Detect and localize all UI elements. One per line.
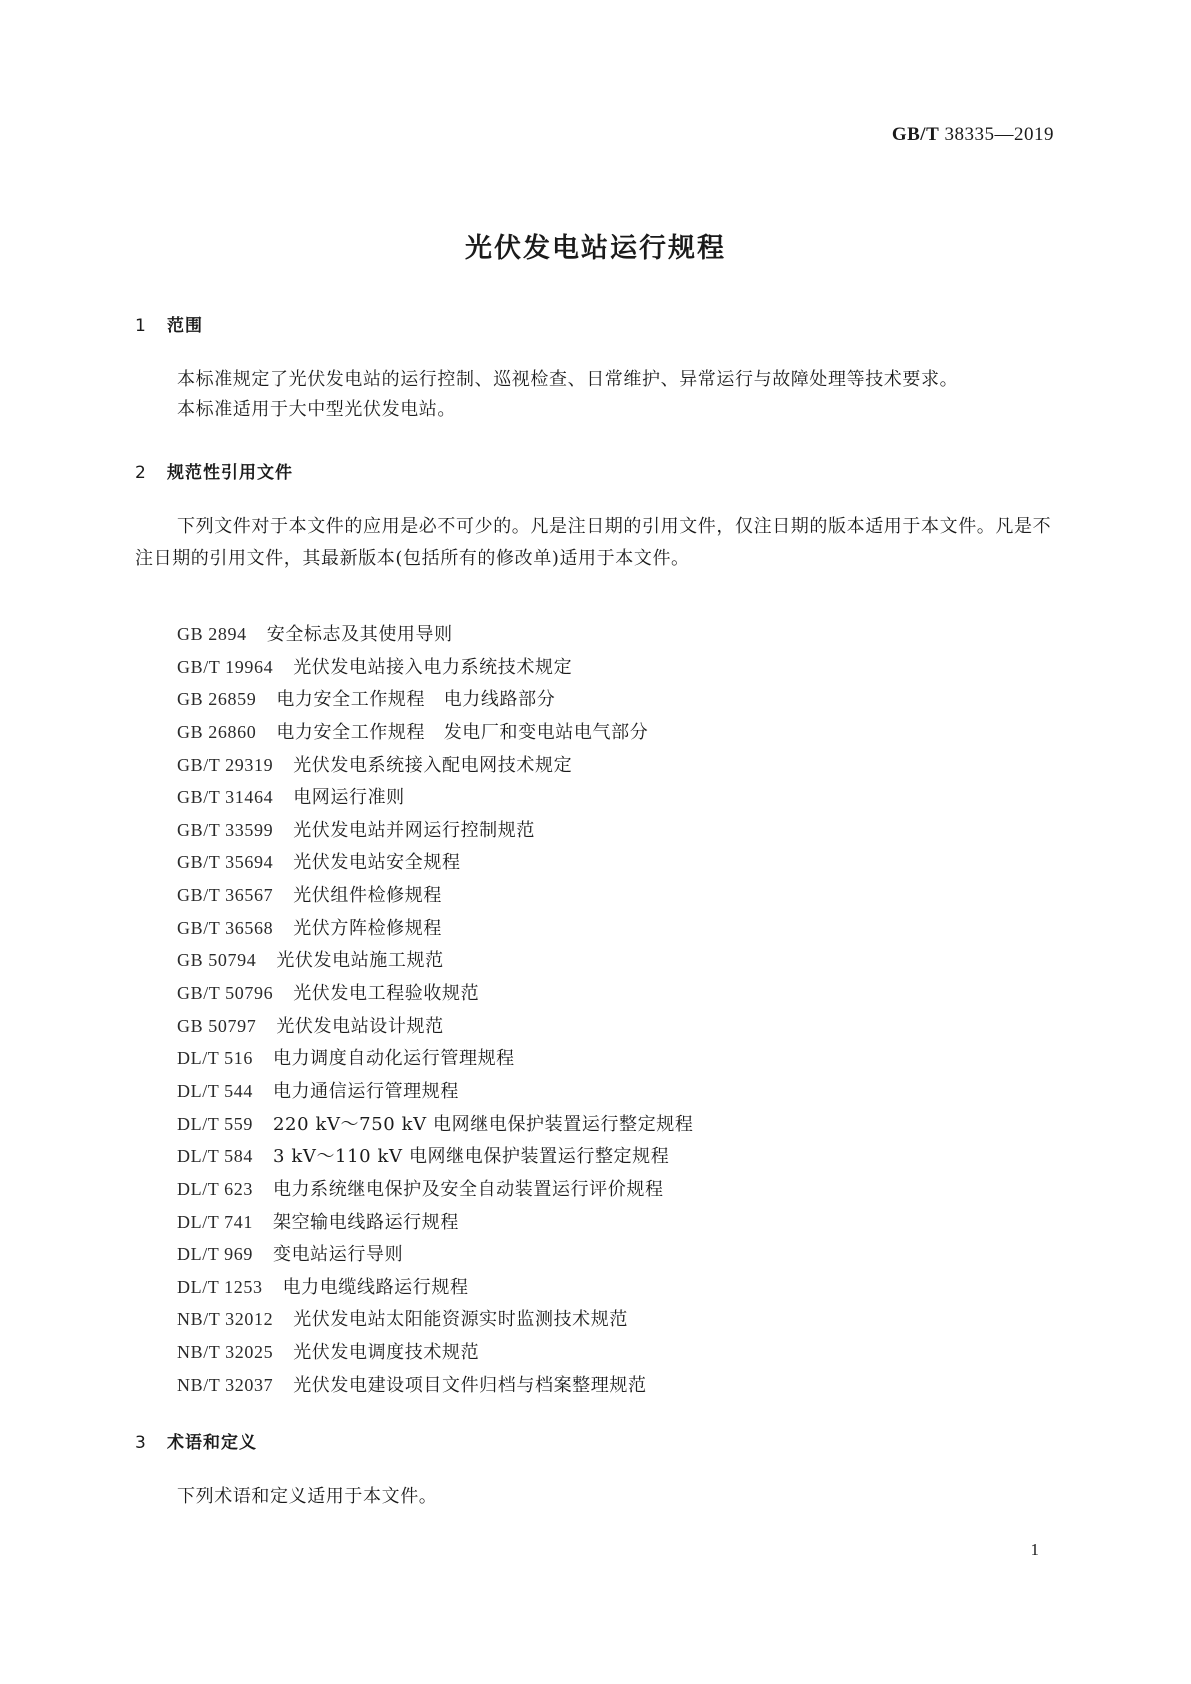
reference-item [177, 1010, 693, 1043]
reference-title: 光伏发电站施工规范 [276, 950, 444, 972]
reference-code: DL/T 544 [177, 1080, 253, 1101]
reference-item [177, 879, 693, 912]
section-1-heading [135, 311, 203, 336]
reference-title: 光伏发电站太阳能资源实时监测技术规范 [293, 1309, 628, 1331]
reference-title: 电力通信运行管理规程 [272, 1080, 459, 1102]
reference-title: 电力安全工作规程 电力线路部分 [276, 689, 556, 711]
reference-item [177, 618, 693, 651]
reference-item [177, 1140, 693, 1173]
section-2-heading [135, 458, 293, 483]
reference-code: GB/T 35694 [177, 852, 274, 873]
reference-item [177, 716, 693, 749]
reference-code: GB/T 29319 [177, 754, 274, 775]
normative-references-list [177, 618, 693, 1401]
reference-item [177, 1173, 693, 1206]
reference-code: GB 50797 [177, 1015, 257, 1036]
reference-code: DL/T 559 [177, 1113, 253, 1134]
reference-title: 220 kV～750 kV 电网继电保护装置运行整定规程 [272, 1113, 694, 1135]
reference-item [177, 1075, 693, 1108]
reference-item [177, 1336, 693, 1369]
section-title: 术语和定义 [167, 1433, 257, 1453]
section-3-heading [135, 1428, 257, 1453]
reference-code: GB/T 50796 [177, 983, 274, 1004]
reference-code: GB 26860 [177, 721, 257, 742]
reference-title: 3 kV～110 kV 电网继电保护装置运行整定规程 [272, 1146, 670, 1168]
reference-item [177, 781, 693, 814]
reference-code: DL/T 516 [177, 1048, 253, 1069]
reference-code: GB/T 19964 [177, 656, 274, 677]
reference-title: 电力调度自动化运行管理规程 [272, 1048, 515, 1070]
standard-code [892, 124, 1054, 146]
reference-title: 光伏方阵检修规程 [293, 917, 442, 939]
reference-item [177, 1303, 693, 1336]
reference-title: 光伏发电调度技术规范 [293, 1342, 480, 1364]
reference-title: 光伏发电站设计规范 [276, 1015, 444, 1037]
reference-item [177, 846, 693, 879]
reference-item [177, 912, 693, 945]
page-number: 1 [1030, 1540, 1039, 1559]
section-title: 规范性引用文件 [167, 463, 293, 483]
reference-code: DL/T 741 [177, 1211, 253, 1232]
reference-item [177, 814, 693, 847]
reference-item [177, 749, 693, 782]
reference-code: DL/T 623 [177, 1178, 253, 1199]
section-2-intro [135, 511, 1059, 575]
section-3-paragraph-1 [135, 1481, 1059, 1513]
reference-title: 光伏发电站接入电力系统技术规定 [293, 656, 573, 678]
reference-item [177, 944, 693, 977]
reference-title: 光伏发电工程验收规范 [293, 983, 480, 1005]
paragraph-text: 下列术语和定义适用于本文件。 [177, 1486, 438, 1507]
reference-title: 电力安全工作规程 发电厂和变电站电气部分 [276, 721, 649, 743]
section-number: 3 [135, 1433, 147, 1453]
section-number: 2 [135, 463, 147, 483]
reference-code: GB/T 36568 [177, 917, 274, 938]
reference-item [177, 1042, 693, 1075]
reference-item [177, 977, 693, 1010]
paragraph-text: 下列文件对于本文件的应用是必不可少的。凡是注日期的引用文件，仅注日期的版本适用于本文件。凡是不注日期的引用文件，其最新版本(包括所有的修改单)适用于本文件。 [135, 516, 1052, 569]
reference-item [177, 1369, 693, 1402]
reference-title: 电力系统继电保护及安全自动装置运行评价规程 [272, 1178, 664, 1200]
standard-code-number: 38335—2019 [944, 124, 1054, 145]
reference-item [177, 1206, 693, 1239]
reference-title: 光伏发电建设项目文件归档与档案整理规范 [293, 1374, 647, 1396]
reference-code: NB/T 32025 [177, 1342, 274, 1363]
reference-code: GB 26859 [177, 689, 257, 710]
reference-title: 变电站运行导则 [272, 1244, 404, 1266]
reference-code: NB/T 32037 [177, 1374, 274, 1395]
reference-item [177, 683, 693, 716]
reference-code: GB/T 36567 [177, 885, 274, 906]
reference-title: 光伏发电系统接入配电网技术规定 [293, 754, 573, 776]
paragraph-text: 本标准规定了光伏发电站的运行控制、巡视检查、日常维护、异常运行与故障处理等技术要求。 [177, 369, 959, 390]
standard-code-prefix: GB/T [891, 124, 940, 145]
section-1-paragraph-1 [135, 364, 1059, 396]
reference-title: 电力电缆线路运行规程 [282, 1276, 469, 1298]
reference-title: 安全标志及其使用导则 [266, 624, 453, 645]
reference-code: NB/T 32012 [177, 1309, 274, 1330]
reference-item [177, 1238, 693, 1271]
reference-code: DL/T 584 [177, 1146, 253, 1167]
reference-item [177, 1108, 693, 1141]
reference-code: GB 2894 [177, 624, 247, 644]
reference-item [177, 651, 693, 684]
section-title: 范围 [167, 316, 203, 336]
reference-code: GB/T 31464 [177, 787, 274, 808]
reference-title: 光伏组件检修规程 [293, 885, 442, 907]
reference-title: 光伏发电站并网运行控制规范 [293, 819, 535, 841]
reference-item [177, 1271, 693, 1304]
reference-code: DL/T 969 [177, 1244, 253, 1265]
document-title: 光伏发电站运行规程 [465, 233, 726, 264]
paragraph-text: 本标准适用于大中型光伏发电站。 [177, 399, 456, 420]
reference-title: 电网运行准则 [293, 787, 405, 809]
reference-code: GB 50794 [177, 950, 257, 971]
reference-title: 架空输电线路运行规程 [272, 1211, 459, 1233]
reference-title: 光伏发电站安全规程 [293, 852, 461, 874]
reference-code: DL/T 1253 [177, 1276, 263, 1297]
reference-code: GB/T 33599 [177, 819, 274, 840]
section-1-paragraph-2 [135, 394, 1059, 426]
section-number: 1 [135, 316, 147, 336]
